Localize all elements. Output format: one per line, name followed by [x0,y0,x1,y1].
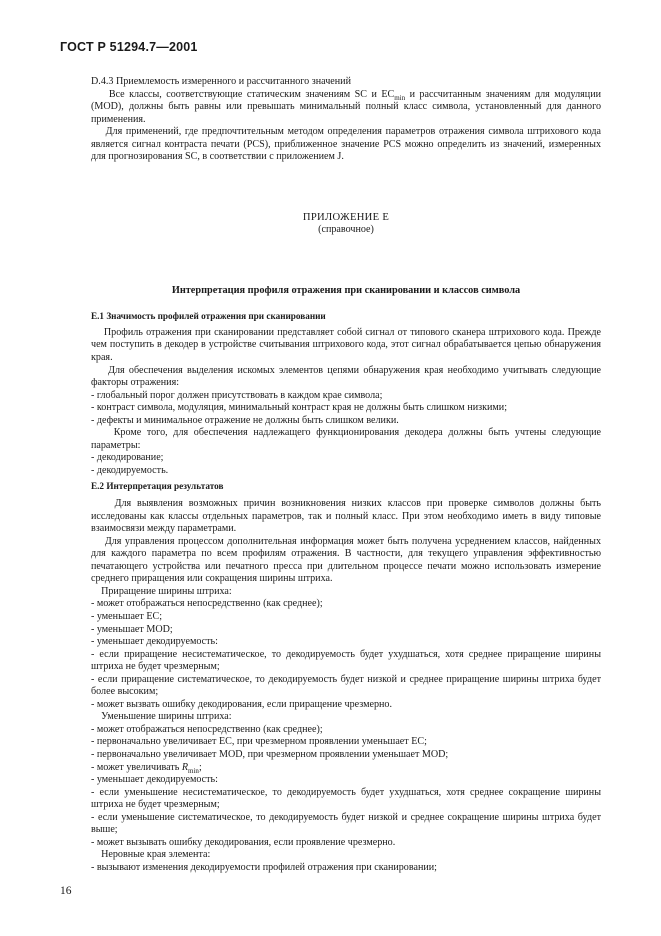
section-e2-heading: Е.2 Интерпретация результатов [91,481,224,492]
paragraph [91,327,601,365]
list-item: - первоначально увеличивает EC, при чрезмерном проявлении уменьшает EC; [91,736,427,748]
r-symbol: R [181,761,189,773]
appendix-note: (справочное) [318,224,374,236]
paragraph-text: Для управления процессом дополнительная информация может быть получена усреднением классов, найденных для каждого параметра по всем профилям отражения. В частности, для текущего управления эффективностью печатающего устройства или печатного пресса при длительном процессе печати можно использовать измерение среднего приращения или сокращения ширины штриха. [91,535,601,585]
paragraph-text: Для обеспечения выделения искомых элементов цепями обнаружения края необходимо учитывать следующие факторы отражения: [91,364,601,389]
list-item: - декодирование; [91,452,164,464]
section-e1-heading: Е.1 Значимость профилей отражения при сканировании [91,311,326,322]
list-item [91,762,601,775]
paragraph-text: и рассчитанным значениям для модуляции (MOD), должны быть равны или превышать минимальный полный класс символа, установленный для данного применения. [91,88,601,125]
paragraph [91,498,601,536]
sub-list-item: - если уменьшение систематическое, то декодируемость будет низкой и среднее сокращение ширины штриха будет выше; [91,811,601,836]
paragraph [91,126,601,164]
list-label-text: Неровные края элемента: [101,849,211,861]
paragraph-text: Для выявления возможных причин возникновения низких классов при проверке символов должны быть исследованы как классы отдельных параметров, так и полный класс. При этом необходимо иметь в виду типовые взаимосвязи между параметрами. [91,498,601,535]
list-item: - декодируемость. [91,464,169,476]
list-item: - уменьшает декодируемость: [91,636,218,648]
paragraph [91,536,601,586]
list-item: - первоначально увеличивает MOD, при чрезмерном проявлении уменьшает MOD; [91,748,449,760]
list-item: - может отображаться непосредственно (как среднее); [91,723,323,735]
paragraph [91,365,601,390]
appendix-title: Интерпретация профиля отражения при сканировании и классов символа [171,284,521,296]
sub-list-item: - если приращение несистематическое, то декодируемость будет ухудшаться, хотя среднее приращение ширины штриха не будет чрезмерным; [91,648,601,673]
list-item: - вызывают изменения декодируемости профилей отражения при сканировании; [91,861,437,873]
paragraph-text: Все классы, соответствующие статическим значениям SC и EC [108,88,395,100]
list-label [91,586,601,599]
list-label [91,711,601,724]
list-item: - уменьшает MOD; [91,623,173,635]
list-item-text: - может увеличивать [91,761,182,773]
subscript: min [188,766,199,775]
subscript: min [394,93,406,102]
list-label-text: Приращение ширины штриха: [101,585,232,597]
section-d43-heading: D.4.3 Приемлемость измеренного и рассчитанного значений [91,76,351,87]
list-item: - уменьшает декодируемость: [91,774,218,786]
list-item: - контраст символа, модуляция, минимальный контраст края не должны быть слишком низкими; [91,402,508,414]
document-header: ГОСТ Р 51294.7—2001 [60,40,198,54]
paragraph-text: Для применений, где предпочтительным методом определения параметров отражения символа штрихового кода является сигнал контраста печати (PCS), приближенное значение PCS можно определить из значений, измеренных для прогнозирования SC, в соответствии с приложением J. [91,126,601,163]
list-item: - может отображаться непосредственно (как среднее); [91,598,323,610]
list-item-text: ; [198,761,202,773]
sub-list-item: - если уменьшение несистематическое, то декодируемость будет ухудшаться, хотя среднее сокращение ширины штриха не будет чрезмерным; [91,786,601,811]
paragraph [91,89,601,127]
paragraph-text: Профиль отражения при сканировании представляет собой сигнал от типового сканера штрихового кода. Прежде чем поступить в декодер в устройстве считывания штрихового кода, этот сигнал обрабатывается цепью обнаружения края. [91,326,602,364]
list-label-text: Уменьшение ширины штриха: [101,711,232,723]
list-label [91,849,601,862]
list-item: - дефекты и минимальное отражение не должны быть слишком велики. [91,414,399,426]
list-item: - уменьшает EC; [91,610,163,622]
appendix-label: ПРИЛОЖЕНИЕ Е [302,211,390,223]
paragraph [91,427,601,452]
list-item: - может вызвать ошибку декодирования, если приращение чрезмерно. [91,698,393,710]
list-item: - может вызывать ошибку декодирования, если проявление чрезмерно. [91,836,396,848]
sub-list-item: - если приращение систематическое, то декодируемость будет низкой и среднее приращение ширины штриха будет более высоким; [91,673,601,698]
paragraph-text: Кроме того, для обеспечения надлежащего функционирования декодера должны быть учтены следующие параметры: [91,427,602,451]
list-item: - глобальный порог должен присутствовать в каждом крае символа; [91,389,383,401]
page-number: 16 [60,885,72,897]
page-body [91,76,601,874]
